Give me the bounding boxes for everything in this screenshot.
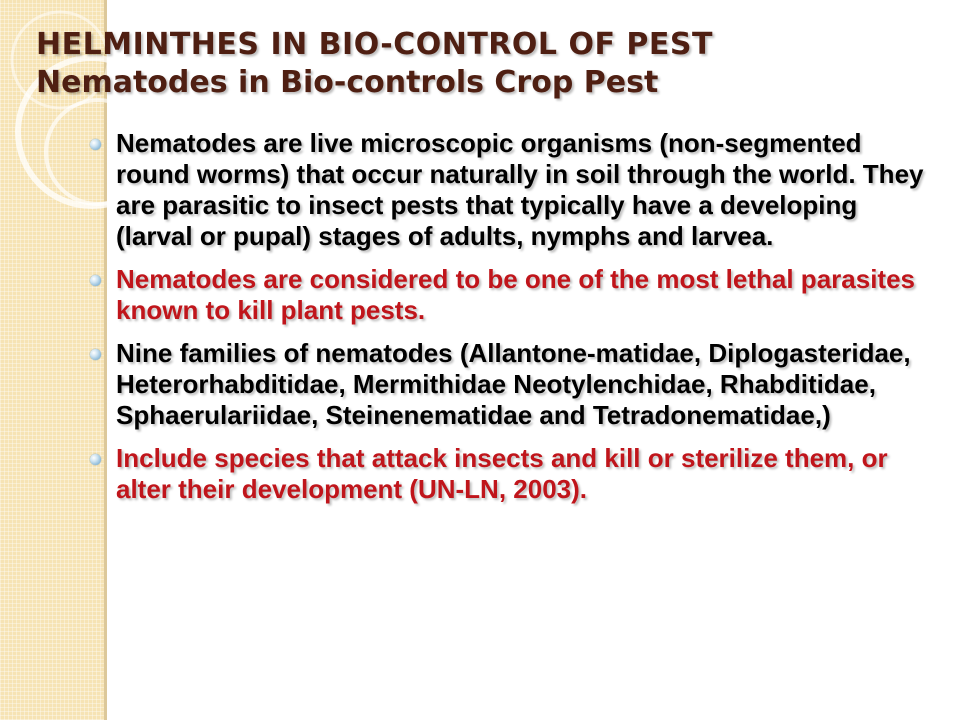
bullet-list	[86, 128, 926, 517]
bullet-dot-icon	[90, 454, 101, 465]
bullet-item	[86, 128, 926, 252]
bullet-text: Nine families of nematodes (Allantone-matidae, Diplogasteridae, Heterorhabditidae, Mermithidae Neotylenchidae, Rhabditidae, Sphaerulariidae, Steinenematidae and Tetradonematidae,)	[116, 338, 911, 430]
slide-title	[36, 26, 936, 102]
bullet-text: Nematodes are live microscopic organisms (non-segmented round worms) that occur naturally in soil through the world. They are parasitic to insect pests that typically have a developing (larval or pupal) stages of adults, nymphs and larvea.	[116, 128, 924, 251]
title-line-1: HELMINTHES IN BIO-CONTROL OF PEST	[36, 27, 713, 62]
title-line-2: Nematodes in Bio-controls Crop Pest	[36, 65, 659, 100]
bullet-item	[86, 443, 926, 505]
bullet-dot-icon	[90, 275, 101, 286]
bullet-text: Nematodes are considered to be one of the most lethal parasites known to kill plant pests.	[116, 264, 915, 325]
bullet-item	[86, 338, 926, 431]
bullet-dot-icon	[90, 139, 101, 150]
bullet-dot-icon	[90, 349, 101, 360]
bullet-text: Include species that attack insects and kill or sterilize them, or alter their development (UN-LN, 2003).	[116, 443, 888, 504]
bullet-item	[86, 264, 926, 326]
